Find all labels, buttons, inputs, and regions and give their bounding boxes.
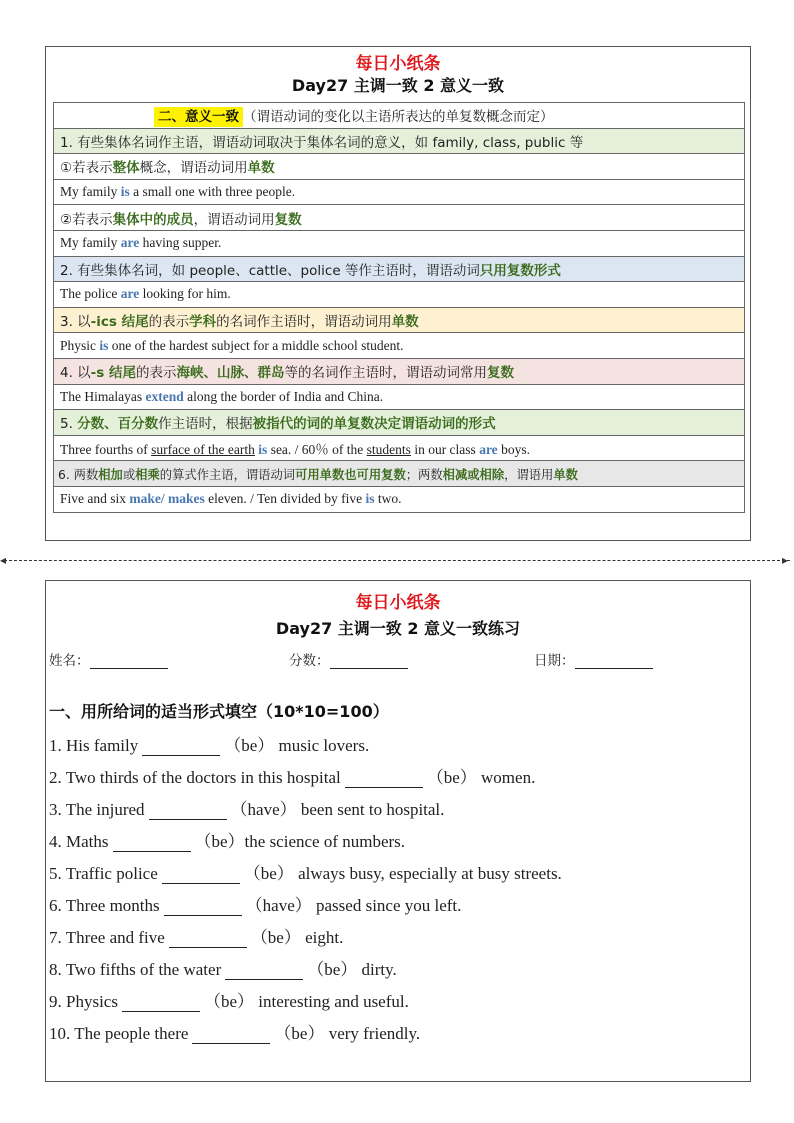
question-text: 1. His family: [49, 736, 139, 755]
example-text: Physic: [60, 337, 100, 353]
example-verb: is: [365, 491, 375, 507]
example-verb: is: [120, 184, 130, 200]
name-blank[interactable]: [90, 654, 168, 669]
grammar-note-sheet: [45, 46, 751, 541]
question-text: very friendly.: [328, 1024, 421, 1043]
rule-keyword: 被指代的词的单复数决定谓语动词的形式: [252, 416, 496, 433]
rule-text: 或: [122, 467, 136, 482]
answer-blank[interactable]: [113, 835, 191, 852]
example-text: looking for him.: [139, 286, 231, 302]
rule-text: 3. 以: [60, 314, 91, 331]
rule-keyword: 分数、百分数: [77, 416, 159, 433]
question-item: [49, 1019, 420, 1044]
rule-text: 的名词作主语时，谓语动词用: [216, 314, 392, 331]
example-verb: are: [120, 235, 140, 251]
rule-text: ，谓语动词用: [193, 211, 275, 228]
cut-line-divider: [4, 560, 790, 562]
example-verb: is: [99, 337, 109, 353]
score-blank[interactable]: [330, 654, 408, 669]
example-verb: are: [479, 442, 498, 458]
question-text: 7. Three and five: [49, 928, 165, 947]
date-field: [534, 649, 653, 669]
rule-keyword: 复数: [487, 365, 515, 382]
rule-keyword: 单数: [553, 467, 578, 482]
example-row: [54, 282, 745, 308]
date-blank[interactable]: [575, 654, 653, 669]
rule-text: 4. 以: [60, 365, 91, 382]
question-item: [49, 987, 409, 1012]
question-text: 6. Three months: [49, 896, 160, 915]
question-text: music lovers.: [278, 736, 370, 755]
example-text: along the border of India and China.: [183, 388, 384, 404]
rules-table: [53, 102, 745, 513]
rule-keyword: 相乘: [135, 467, 160, 482]
example-text: in our class: [410, 442, 480, 458]
example-text: My family: [60, 184, 121, 200]
score-field: [289, 649, 408, 669]
score-label: 分数：: [289, 653, 330, 669]
example-text: one of the hardest subject for a middle school student.: [108, 337, 404, 353]
question-text: passed since you left.: [316, 896, 462, 915]
rule-row: [54, 154, 745, 180]
rule-row: [54, 128, 745, 154]
question-item: [49, 955, 397, 980]
question-text: 4. Maths: [49, 832, 109, 851]
example-underlined: surface of the earth: [151, 442, 255, 458]
rule-keyword: -ics 结尾: [90, 314, 149, 331]
rule-row-header: [54, 103, 745, 129]
example-text: a small one with three people.: [129, 184, 296, 200]
example-text: My family: [60, 235, 121, 251]
question-item: [49, 763, 535, 788]
rule-keyword: 海峡、山脉、群岛: [176, 365, 285, 382]
question-text: always busy, especially at busy streets.: [298, 864, 562, 883]
question-item: [49, 795, 444, 820]
example-text: sea. / 60％ of the: [267, 442, 367, 458]
rule-text: ②若表示: [60, 211, 113, 228]
question-text: been sent to hospital.: [300, 800, 445, 819]
example-verb: make/ makes: [129, 491, 205, 507]
example-text: The police: [60, 286, 121, 302]
question-text: dirty.: [361, 960, 397, 979]
example-underlined: students: [366, 442, 411, 458]
question-hint: （be）: [194, 832, 245, 851]
question-text: the science of numbers.: [244, 832, 406, 851]
example-verb: are: [120, 286, 140, 302]
name-field: [49, 649, 168, 669]
rule-row: [54, 410, 745, 436]
rule-keyword: 整体: [112, 160, 140, 177]
question-hint: （have）: [245, 896, 312, 915]
question-text: 8. Two fifths of the water: [49, 960, 222, 979]
section-heading: 二、意义一致: [154, 107, 243, 127]
name-label: 姓名：: [49, 653, 90, 669]
question-item: [49, 923, 343, 948]
rule-keyword: 集体中的成员: [112, 211, 194, 228]
rule-row: [54, 461, 745, 487]
example-verb: is: [258, 442, 268, 458]
rule-keyword: 只用复数形式: [479, 262, 561, 279]
sheet-title-main: Day27 主调一致 2 意义一致练习: [275, 619, 521, 638]
rule-text: ；两数: [405, 467, 443, 482]
rule-keyword: -s 结尾: [90, 365, 137, 382]
rule-keyword: 可用单数也可用复数: [295, 467, 406, 482]
example-row: [54, 384, 745, 410]
example-verb: extend: [145, 388, 184, 404]
question-item: [49, 731, 369, 756]
cut-line-left-arrow-icon: ◂: [0, 553, 7, 567]
rule-text: 概念，谓语动词用: [139, 160, 248, 177]
rule-keyword: 学科: [189, 314, 217, 331]
rule-keyword: 复数: [274, 211, 302, 228]
sheet-title-red: 每日小纸条: [355, 54, 441, 74]
answer-blank[interactable]: [345, 771, 423, 788]
answer-blank[interactable]: [164, 899, 242, 916]
example-text: boys.: [497, 442, 530, 458]
example-row: [54, 435, 745, 461]
answer-blank[interactable]: [225, 963, 303, 980]
rule-keyword: 单数: [391, 314, 419, 331]
answer-blank[interactable]: [149, 803, 227, 820]
rule-keyword: 相减或相除: [442, 467, 505, 482]
rule-text: 的表示: [148, 314, 190, 331]
example-text: two.: [374, 491, 402, 507]
rule-text: ①若表示: [60, 160, 113, 177]
rule-keyword: 相加: [98, 467, 123, 482]
rule-row: [54, 307, 745, 333]
question-text: 3. The injured: [49, 800, 145, 819]
example-text: Three fourths of: [60, 442, 152, 458]
section-heading: 一、用所给词的适当形式填空（10*10=100）: [49, 702, 389, 721]
rule-text: 2. 有些集体名词，如 people、cattle、police 等作主语时，谓语动词: [60, 262, 480, 279]
example-row: [54, 179, 745, 205]
sheet-title-red: 每日小纸条: [355, 593, 441, 613]
question-hint: （be）: [426, 768, 477, 787]
rule-text: 5.: [60, 416, 78, 433]
rule-text: ，谓语用: [504, 467, 554, 482]
example-text: having supper.: [139, 235, 222, 251]
question-text: women.: [481, 768, 536, 787]
rule-text: 等的名词作主语时，谓语动词常用: [284, 365, 488, 382]
question-hint: （be）: [203, 992, 255, 1011]
answer-blank[interactable]: [122, 995, 200, 1012]
question-item: [49, 859, 562, 884]
question-hint: （have）: [230, 800, 297, 819]
answer-blank[interactable]: [169, 931, 247, 948]
rule-keyword: 单数: [247, 160, 275, 177]
rule-row: [54, 205, 745, 231]
example-text: The Himalayas: [60, 388, 146, 404]
question-text: interesting and useful.: [258, 992, 409, 1011]
example-text: eleven. / Ten divided by five: [204, 491, 366, 507]
rule-text: 作主语时，根据: [158, 416, 253, 433]
rule-text: 1. 有些集体名词作主语，谓语动词取决于集体名词的意义，如 family, class, public 等: [60, 134, 584, 151]
student-info-fields: [46, 643, 750, 673]
date-label: 日期：: [534, 653, 575, 669]
question-text: 9. Physics: [49, 992, 118, 1011]
exercise-sheet: [45, 580, 751, 1082]
example-row: [54, 230, 745, 256]
question-text: 10. The people there: [49, 1024, 189, 1043]
question-text: 5. Traffic police: [49, 864, 158, 883]
question-hint: （be）: [307, 960, 358, 979]
section-note: （谓语动词的变化以主语所表达的单复数概念而定）: [243, 109, 554, 126]
question-hint: （be）: [274, 1024, 325, 1043]
rule-text: 的算式作主语，谓语动词: [159, 467, 296, 482]
rule-row: [54, 358, 745, 384]
example-row: [54, 486, 745, 512]
rule-text: 的表示: [136, 365, 177, 382]
question-hint: （be）: [224, 736, 275, 755]
answer-blank[interactable]: [162, 867, 240, 884]
question-hint: （be）: [250, 928, 301, 947]
example-text: Five and six: [60, 491, 130, 507]
question-text: 2. Two thirds of the doctors in this hospital: [49, 768, 341, 787]
rule-row: [54, 256, 745, 282]
question-text: eight.: [305, 928, 344, 947]
sheet-title-main: Day27 主调一致 2 意义一致: [291, 76, 505, 95]
question-item: [49, 827, 405, 852]
rule-text: 6. 两数: [58, 467, 99, 482]
question-item: [49, 891, 461, 916]
answer-blank[interactable]: [142, 739, 220, 756]
cut-line-right-arrow-icon: ▸: [782, 553, 789, 567]
example-row: [54, 333, 745, 359]
answer-blank[interactable]: [192, 1027, 270, 1044]
question-hint: （be）: [243, 864, 294, 883]
